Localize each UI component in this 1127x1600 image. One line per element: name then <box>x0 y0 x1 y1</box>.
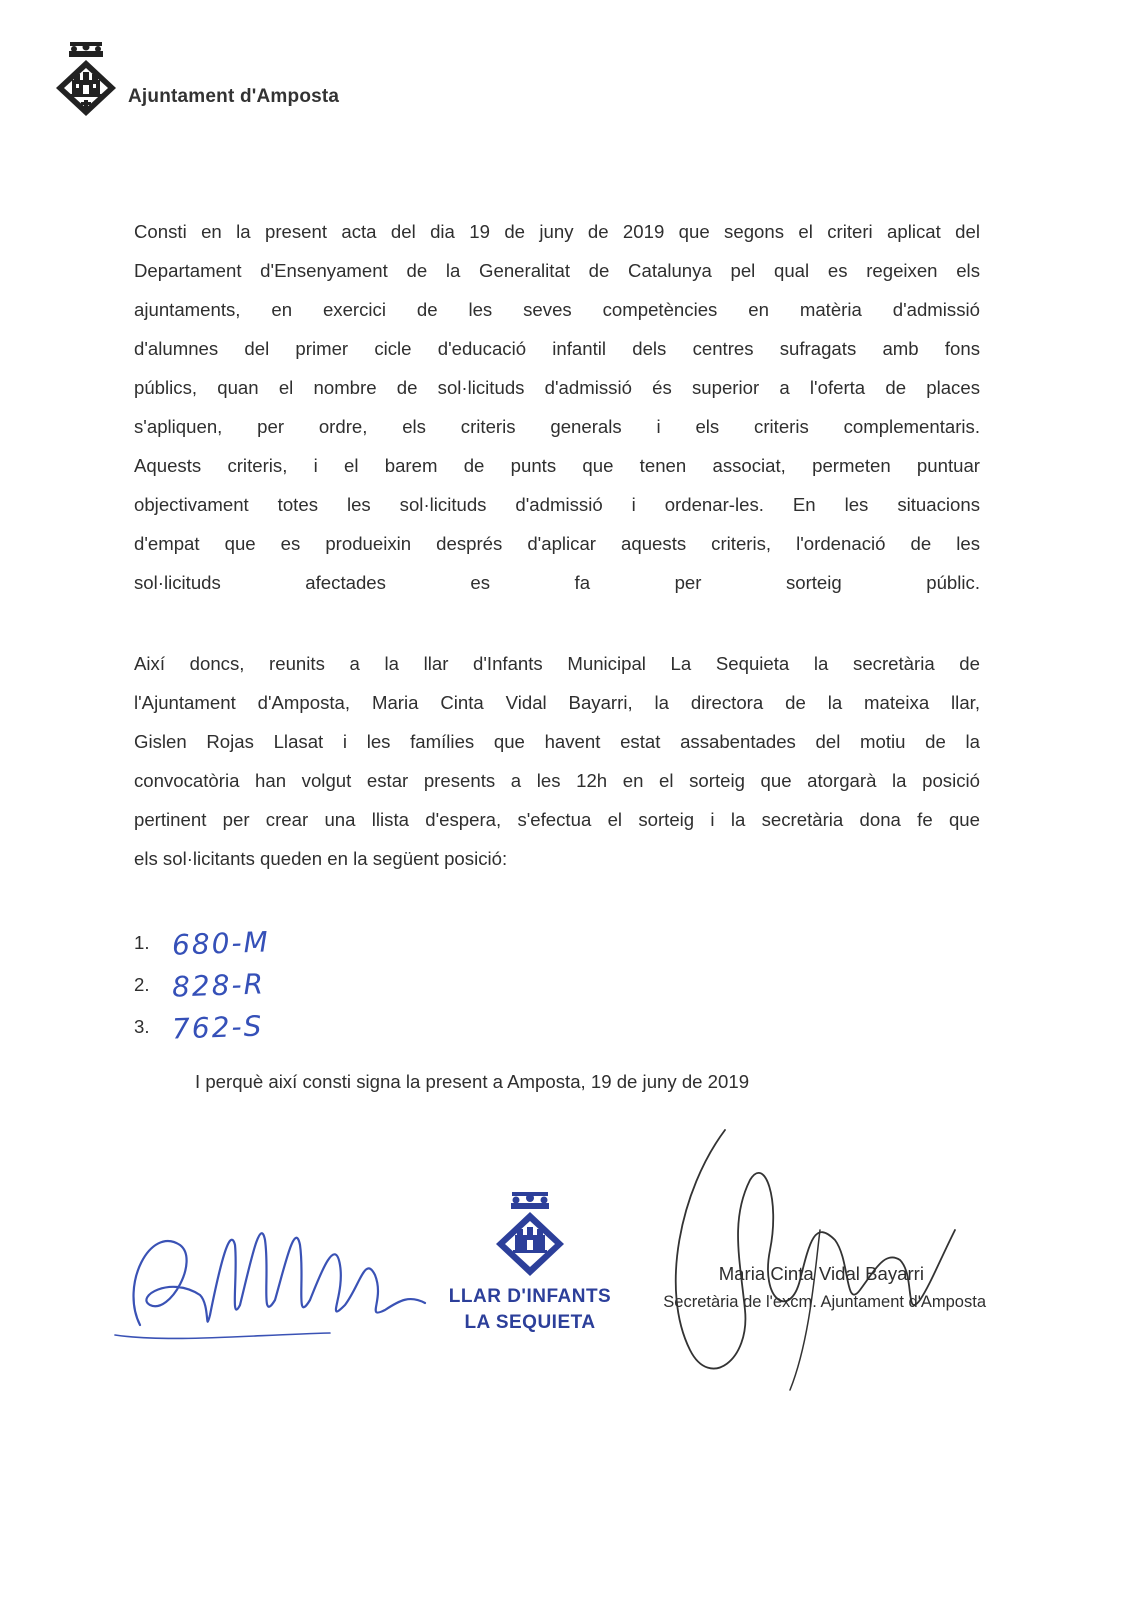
stamp-line-2: LA SEQUIETA <box>464 1312 596 1333</box>
text-line: públics, quan el nombre de sol·licituds d'admissió és superior a l'oferta de places <box>134 377 980 398</box>
closing-statement: I perquè així consti signa la present a Amposta, 19 de juny de 2019 <box>195 1071 750 1092</box>
paragraph-intro <box>134 212 980 602</box>
paragraph-meeting <box>134 644 980 878</box>
text-line: l'Ajuntament d'Amposta, Maria Cinta Vidal Bayarri, la directora de la mateixa llar, <box>134 692 980 713</box>
signer-role: Secretària de l'excm. Ajuntament d'Amposta <box>663 1293 986 1311</box>
text-line: Aquests criteris, i el barem de punts que tenen associat, permeten puntuar <box>134 455 980 476</box>
school-crest-icon <box>490 1188 570 1280</box>
text-line: sol·licituds afectades es fa per sorteig públic. <box>134 572 980 593</box>
municipal-crest-icon <box>52 40 120 118</box>
text-line: Consti en la present acta del dia 19 de juny de 2019 que segons el criteri aplicat del <box>134 221 980 242</box>
text-line: Departament d'Ensenyament de la Generalitat de Catalunya pel qual es regeixen els <box>134 260 980 281</box>
signer-name: Maria Cinta Vidal Bayarri <box>718 1263 924 1284</box>
text-line: s'apliquen, per ordre, els criteris generals i els criteris complementaris. <box>134 416 980 437</box>
text-line: convocatòria han volgut estar presents a les 12h en el sorteig que atorgarà la posició <box>134 770 980 791</box>
rank-number: 2. <box>134 974 150 995</box>
stamp-line-1: LLAR D'INFANTS <box>448 1286 612 1307</box>
handwritten-code: 762-S <box>171 1008 264 1046</box>
rank-number: 3. <box>134 1016 150 1037</box>
handwritten-code: 828-R <box>171 966 266 1004</box>
list-item <box>134 922 270 964</box>
text-line: d'empat que es produeixin després d'aplicar aquests criteris, l'ordenació de les <box>134 533 980 554</box>
school-stamp <box>440 1188 620 1335</box>
signer-block <box>606 1263 986 1312</box>
text-line: ajuntaments, en exercici de les seves competències en matèria d'admissió <box>134 299 980 320</box>
list-item <box>134 964 270 1006</box>
text-line: objectivament totes les sol·licituds d'admissió i ordenar-les. En les situacions <box>134 494 980 515</box>
list-item <box>134 1006 270 1048</box>
organization-name: Ajuntament d'Amposta <box>128 86 340 107</box>
ranking-list <box>134 922 270 1048</box>
letterhead <box>52 40 339 118</box>
text-line: d'alumnes del primer cicle d'educació infantil dels centres sufragats amb fons <box>134 338 980 359</box>
rank-number: 1. <box>134 932 150 953</box>
text-line: pertinent per crear una llista d'espera, s'efectua el sorteig i la secretària dona fe que <box>134 809 980 830</box>
text-line: Així doncs, reunits a la llar d'Infants Municipal La Sequieta la secretària de <box>134 653 980 674</box>
text-line: els sol·licitants queden en la següent posició: <box>134 848 508 869</box>
text-line: Gislen Rojas Llasat i les famílies que havent estat assabentades del motiu de la <box>134 731 980 752</box>
secretary-signature-icon <box>640 1110 960 1400</box>
handwritten-code: 680-M <box>171 924 271 962</box>
director-signature-icon <box>110 1185 440 1365</box>
